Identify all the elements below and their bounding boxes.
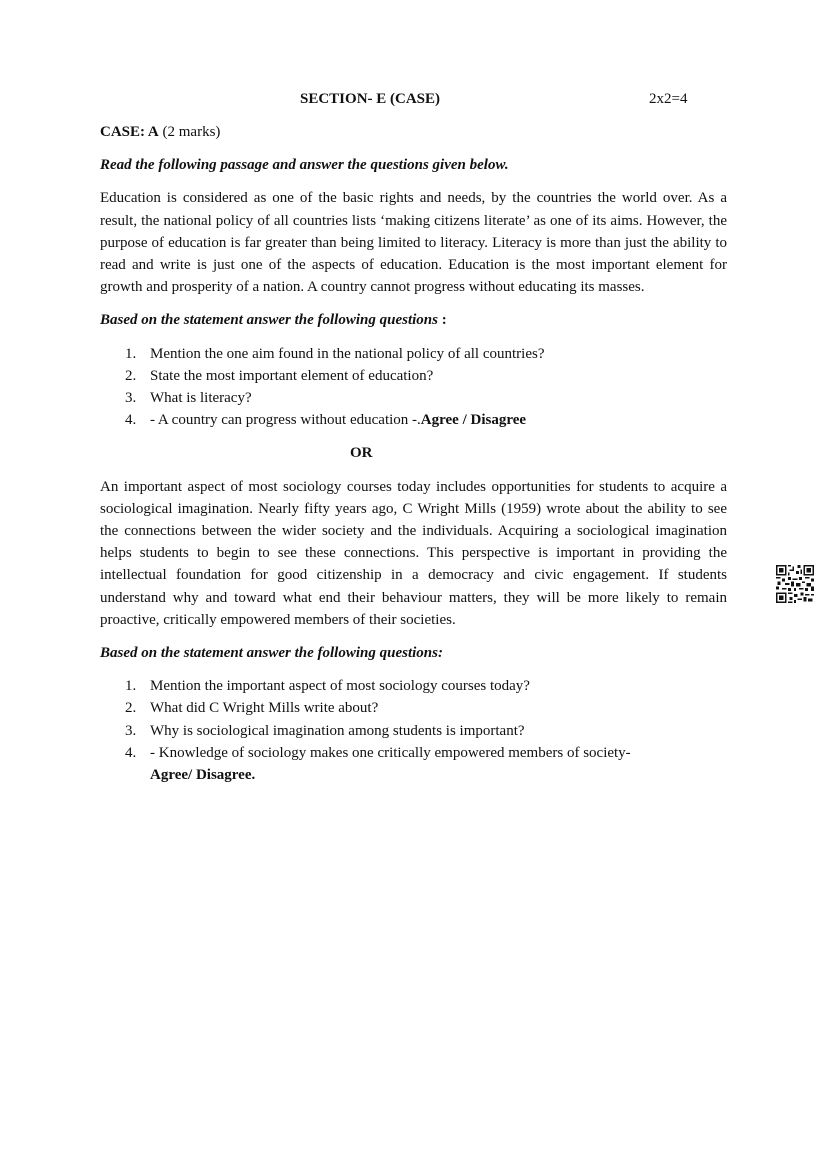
question-bold-suffix: Agree / Disagree — [420, 412, 527, 429]
question-text: What is literacy? — [150, 390, 252, 407]
case-a-question-list — [100, 343, 727, 432]
case-a-questions-heading — [100, 309, 727, 331]
question-text: What did C Wright Mills write about? — [150, 700, 379, 717]
case-b-passage: An important aspect of most sociology courses today includes opportunities for students to acquire a sociological imagination. Nearly fifty years ago, C Wright Mills (1959) wrote about the ability to see the connections between the wider society and the individuals. Acquiring a sociological imagination helps students to begin to see these connections. This perspective is important in providing the intellectual foundation for good citizenship in a democracy and civic engagement. If students understand why and toward what end their behaviour matters, they will be more likely to remain proactive, critically empowered members of their societies. — [100, 478, 727, 628]
case-a-questions-heading-text: Based on the statement answer the following questions — [100, 312, 438, 329]
question-text: Mention the one aim found in the national policy of all countries? — [150, 345, 545, 362]
list-item — [100, 365, 727, 387]
question-text: Why is sociological imagination among students is important? — [150, 722, 525, 739]
case-a-questions-heading-colon: : — [437, 312, 447, 329]
question-text: - A country can progress without education -. — [150, 412, 421, 429]
case-a-passage: Education is considered as one of the basic rights and needs, by the countries the world over. As a result, the national policy of all countries lists ‘making citizens literate’ as one of its aims. However, the purpose of education is far greater than being limited to literacy. Literacy is more than just the ability to read and write is just one of the aspects of education. Education is the most important element for growth and prosperity of a nation. A country cannot progress without educating its masses. — [100, 190, 727, 296]
question-number: 1. — [125, 678, 137, 695]
case-b-question-list — [100, 675, 727, 786]
list-item — [100, 409, 727, 431]
question-number: 3. — [125, 722, 137, 739]
list-item — [100, 720, 727, 742]
qr-code-icon[interactable] — [776, 565, 814, 603]
question-text: State the most important element of education? — [150, 367, 434, 384]
question-number: 2. — [125, 700, 137, 717]
list-item — [100, 387, 727, 409]
section-marks: 2x2=4 — [649, 91, 688, 107]
case-a-label: CASE: A — [100, 124, 159, 140]
question-bold-suffix: Agree/ Disagree. — [150, 767, 256, 784]
list-item — [100, 343, 727, 365]
question-number: 1. — [125, 345, 137, 362]
or-separator: OR — [350, 445, 373, 462]
document-page — [100, 88, 727, 786]
question-number: 3. — [125, 390, 137, 407]
question-text: Mention the important aspect of most sociology courses today? — [150, 678, 530, 695]
section-header — [100, 88, 727, 110]
case-a-marks: (2 marks) — [162, 124, 221, 140]
list-item — [100, 742, 727, 786]
question-number: 4. — [125, 744, 137, 761]
case-a-heading — [100, 121, 727, 143]
question-text: - Knowledge of sociology makes one critically empowered members of society- — [150, 744, 631, 761]
question-number: 2. — [125, 367, 137, 384]
list-item — [100, 675, 727, 697]
section-title: SECTION- E (CASE) — [300, 91, 441, 107]
list-item — [100, 697, 727, 719]
question-number: 4. — [125, 412, 137, 429]
case-b-questions-heading: Based on the statement answer the following questions: — [100, 645, 443, 662]
case-a-instruction: Read the following passage and answer the questions given below. — [100, 157, 509, 174]
